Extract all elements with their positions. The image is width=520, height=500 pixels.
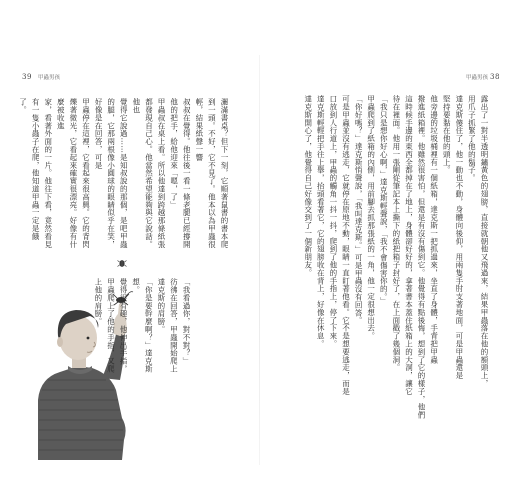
paragraph: 他旁邊的垃圾桶裡有一個紙箱，達克斯一把抓過來，坐直了身體，手背把甲蟲	[429, 95, 439, 364]
paragraph: 達克斯傻住了，他一動也不動，身體向後仰，用兩隻手肘支著地面，可是甲蟲還是	[454, 95, 464, 380]
right-page	[260, 0, 520, 500]
paragraph: 「我看過你，對不對？」	[182, 278, 191, 365]
paragraph: 露出了一對半透明鏽黃色的翅膀，直接就朝他又飛過來，結果甲蟲落在他的額頭上，	[480, 95, 489, 388]
right-page-number: 38	[490, 73, 500, 81]
paragraph: 達克斯輕輕把手往上舉，抬頭看著它，它的翅膀收在背上，好像在休息。	[316, 95, 326, 348]
right-running-head: 甲蟲男孩	[466, 75, 489, 81]
left-lower-text	[93, 278, 192, 373]
paragraph: 覺得很有趣，他伸出手指，甲蟲爬上了他的手指，又爬上他的肩膀。	[93, 278, 129, 373]
left-running-head: 甲蟲男孩	[38, 75, 61, 81]
paragraph: 達克斯開心了，他覺得自己好像交到了一個新朋友。	[303, 95, 313, 277]
paragraph: 撥進紙箱裡。他雖然很害怕，但還是有沒有傷到它。他覺得有點後悔，想到了它的樣子，他們	[417, 95, 427, 419]
right-body-text	[294, 95, 490, 433]
paragraph: 甲蟲停在這裡，它看起來很高興。它的背閃爍著微光，它看起來確實很漂亮。好像有什麼被收進	[56, 98, 91, 249]
paragraph: 待在裡面。他用一張剛從筆記本上撕下的紙把箱子封好了，在上面戳了幾個洞。	[391, 95, 401, 372]
paragraph: 彷彿在回答，甲蟲開始爬上達克斯的肩膀。	[156, 278, 179, 373]
paragraph: 甲蟲叔在桌上看。所以他達到跨越那條紙張都發現自己心。他當然希望能夠與它說話。他也	[131, 98, 167, 249]
paragraph: 甲蟲爬到了紙箱的內側，用前腳去抓那張紙的一角，他一定很想出去。	[366, 95, 376, 340]
left-page-number: 39	[22, 73, 32, 81]
paragraph: 堅持要黏在他的頭上。	[442, 95, 452, 174]
left-upper-text	[18, 98, 230, 251]
paragraph: 這時候手邊的東西全都掉在了地上，身體卻好好的，拿著書本蓋住紙箱上的大洞，讓它	[404, 95, 414, 396]
paragraph: 口放到人行道上，甲蟲的觸角一抖一抖，爬到了他的手指上，停了下來。	[328, 95, 338, 348]
paragraph: 叔叔在覺得。他往後一看一條老腿已經撐開他的把手，給他迎來「嗯，了」	[169, 98, 192, 249]
paragraph: 「我只是想你好心啊，」達克斯輕聲說，「我不會傷害你的。」	[379, 95, 389, 305]
paragraph: 用爪子抓緊了他的鬍子。	[467, 95, 477, 182]
paragraph: 覺得它說過……是知叔說的那個，是吧甲蟲的腿，它那兩根像小圓球的眼睛似乎在笑，好像是在回答，可是	[94, 98, 129, 249]
paragraph: 家，看著外面的一片。他往下看，竟然看見有一隻小蟲子在爬，他知道甲蟲一定是餓了。	[18, 98, 53, 249]
paragraph: 灑滿書桌？但下一刻，它順著鼠書的書本爬到一頭。不好，它不見了。他本以為甲蟲很輕，結果紙聲一響	[194, 98, 229, 249]
paragraph: 可是甲蟲並沒有逃走，它就停在原地不動，眼睛一直盯著他看。它不是想要逃走，而是	[341, 95, 351, 396]
paragraph: 「你好嗎？」達克斯悄聲說，「我叫達克斯。」可是甲蟲沒有回答。	[354, 95, 364, 325]
paragraph: 「你是要幹麼啊？」達克斯想。	[131, 278, 154, 373]
